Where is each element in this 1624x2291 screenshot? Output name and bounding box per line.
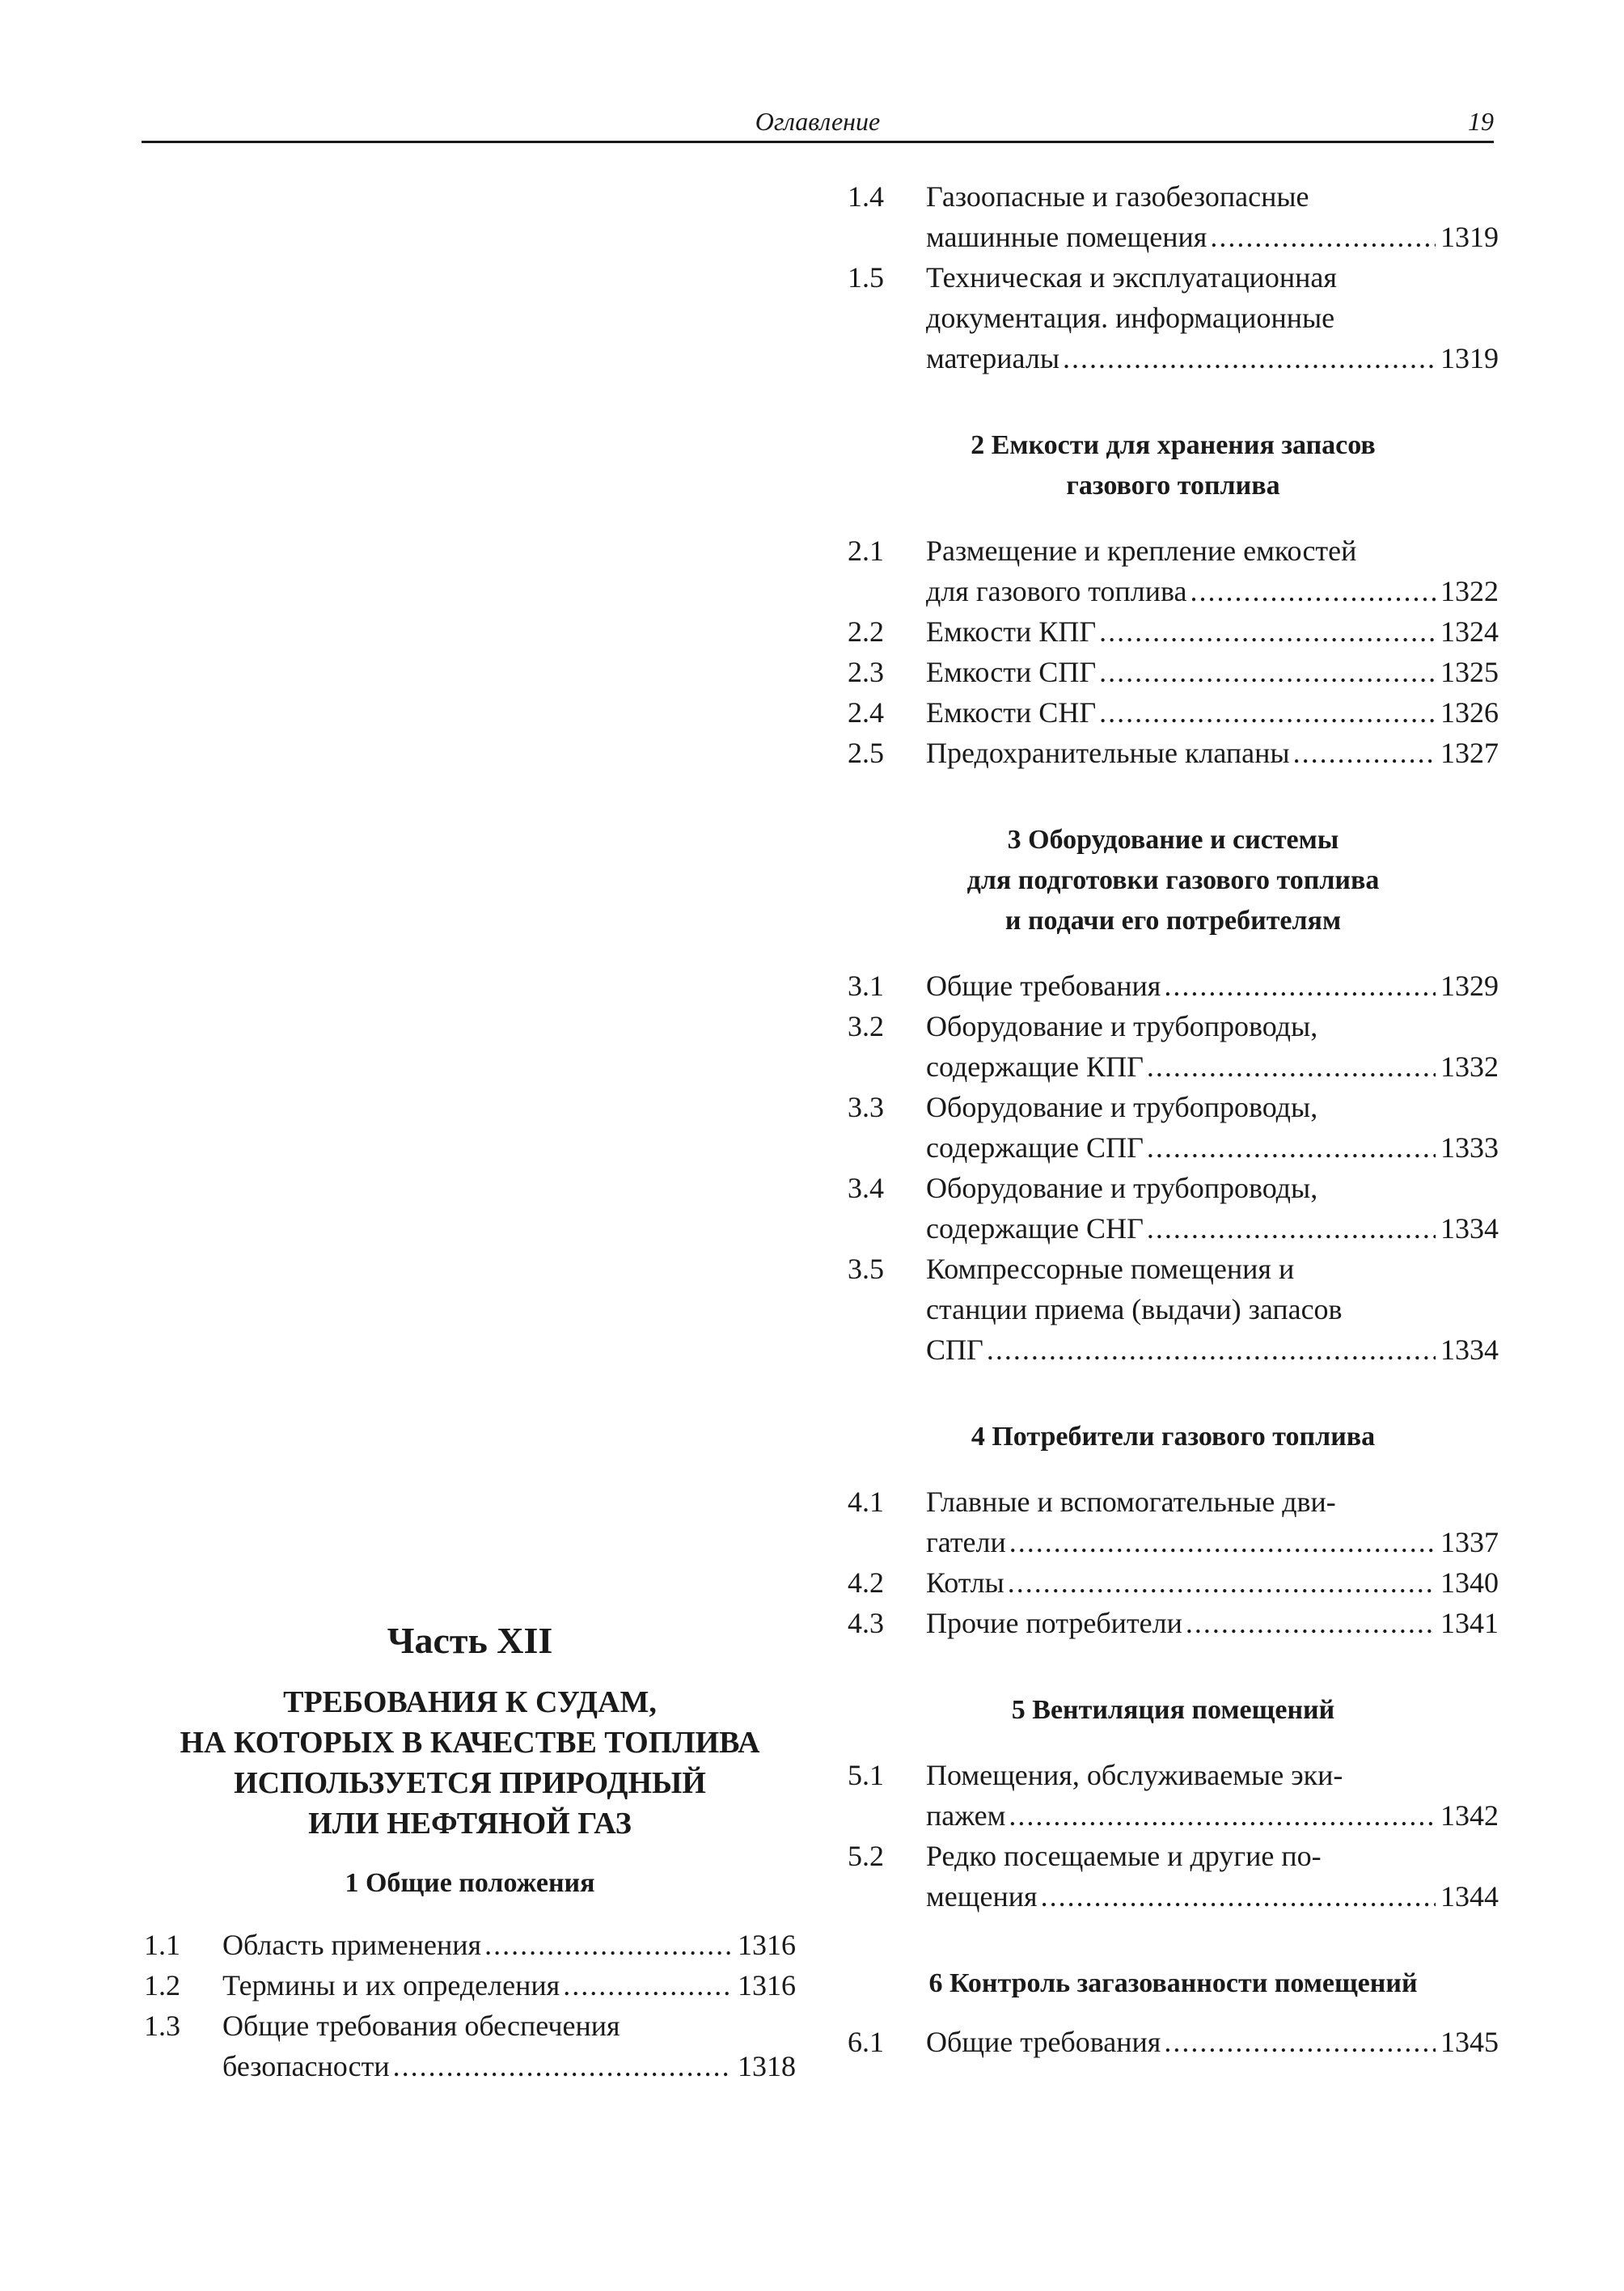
entry-number: 1.4 <box>848 180 884 213</box>
leader-dots <box>1190 571 1436 611</box>
entry-number: 1.1 <box>144 1929 180 1961</box>
entry-number: 1.2 <box>144 1969 180 2001</box>
leader-dots <box>393 2046 733 2086</box>
entry-number: 5.1 <box>848 1759 884 1791</box>
entry-page: 1333 <box>1440 1131 1499 1164</box>
entry-number: 2.5 <box>848 737 884 769</box>
part-subtitle-line: НА КОТОРЫХ В КАЧЕСТВЕ ТОПЛИВА <box>180 1726 760 1760</box>
entry-title: Область применения <box>222 1929 482 1961</box>
page-number: 19 <box>1468 107 1494 136</box>
entry-title: машинные помещения <box>926 221 1207 253</box>
entry-title: документация. информационные <box>926 302 1335 334</box>
entry-title: безопасности <box>222 2050 390 2082</box>
entry-page: 1316 <box>738 1929 796 1961</box>
leader-dots <box>1008 1562 1436 1603</box>
entry-page: 1318 <box>738 2050 796 2082</box>
section-heading-6: 6 Контроль загазованности помещений <box>928 1968 1418 1998</box>
toc-entry-2-3[interactable] <box>848 652 1499 692</box>
toc-entry-5-2[interactable] <box>848 1836 1499 1917</box>
entry-number: 6.1 <box>848 2026 884 2058</box>
entry-title: Техническая и эксплуатационная <box>926 261 1337 294</box>
entry-title: Общие требования обеспечения <box>222 2010 620 2042</box>
section-heading-line: газового топлива <box>1066 471 1280 501</box>
toc-entry-1-1[interactable] <box>144 1925 796 1965</box>
section-heading-2 <box>848 425 1499 506</box>
entry-number: 2.4 <box>848 696 884 729</box>
entry-page: 1324 <box>1440 615 1499 648</box>
leader-dots <box>1099 611 1436 652</box>
header-title: Оглавление <box>755 107 881 136</box>
toc-entry-3-4[interactable] <box>848 1168 1499 1249</box>
entry-title: для газового топлива <box>926 575 1187 607</box>
entry-title: Общие требования <box>926 970 1161 1002</box>
leader-dots <box>484 1925 733 1965</box>
toc-entry-3-1[interactable] <box>848 966 1499 1006</box>
toc-entry-2-1[interactable] <box>848 530 1499 611</box>
leader-dots <box>1009 1522 1436 1562</box>
leader-dots <box>1147 1208 1436 1249</box>
entry-number: 3.4 <box>848 1172 884 1204</box>
entry-page: 1341 <box>1440 1607 1499 1639</box>
leader-dots <box>1147 1127 1436 1168</box>
entry-title: Оборудование и трубопроводы, <box>926 1172 1318 1204</box>
entry-title: Котлы <box>926 1566 1004 1599</box>
toc-entry-1-3[interactable] <box>144 2006 796 2086</box>
part-subtitle-line: ТРЕБОВАНИЯ К СУДАМ, <box>283 1685 657 1719</box>
entry-title: Емкости КПГ <box>926 615 1097 648</box>
entry-title: станции приема (выдачи) запасов <box>926 1293 1343 1325</box>
entry-title: гатели <box>926 1526 1006 1558</box>
leader-dots <box>1041 1876 1436 1917</box>
section-heading-3 <box>848 820 1499 941</box>
toc-entry-6-1[interactable] <box>848 2022 1499 2062</box>
entry-page: 1319 <box>1440 221 1499 253</box>
part-subtitle-line: ИЛИ НЕФТЯНОЙ ГАЗ <box>308 1807 632 1841</box>
entry-number: 1.3 <box>144 2010 180 2042</box>
entry-page: 1326 <box>1440 696 1499 729</box>
toc-entry-2-2[interactable] <box>848 611 1499 652</box>
entry-title: Термины и их определения <box>222 1969 560 2001</box>
entry-title: Общие требования <box>926 2026 1161 2058</box>
entry-page: 1325 <box>1440 656 1499 688</box>
entry-page: 1319 <box>1440 342 1499 374</box>
entry-title: Размещение и крепление емкостей <box>926 535 1357 567</box>
section-heading-5: 5 Вентиляция помещений <box>1011 1695 1335 1725</box>
entry-page: 1345 <box>1440 2026 1499 2058</box>
entry-number: 4.1 <box>848 1486 884 1518</box>
running-header <box>142 104 1494 143</box>
leader-dots <box>1186 1603 1436 1643</box>
entry-page: 1322 <box>1440 575 1499 607</box>
leader-dots <box>563 1965 733 2006</box>
toc-entry-3-3[interactable] <box>848 1087 1499 1168</box>
entry-title: мещения <box>926 1880 1038 1913</box>
entry-page: 1316 <box>738 1969 796 2001</box>
leader-dots <box>1099 692 1436 733</box>
entry-number: 2.3 <box>848 656 884 688</box>
entry-number: 1.5 <box>848 261 884 294</box>
toc-entry-2-4[interactable] <box>848 692 1499 733</box>
entry-number: 4.3 <box>848 1607 884 1639</box>
entry-number: 3.1 <box>848 970 884 1002</box>
entry-page: 1332 <box>1440 1050 1499 1083</box>
entry-page: 1334 <box>1440 1334 1499 1366</box>
entry-title: Газоопасные и газобезопасные <box>926 180 1309 213</box>
toc-entry-1-2[interactable] <box>144 1965 796 2006</box>
toc-entry-4-1[interactable] <box>848 1482 1499 1562</box>
entry-number: 3.2 <box>848 1010 884 1042</box>
leader-dots <box>1164 966 1436 1006</box>
section-heading-4: 4 Потребители газового топлива <box>971 1422 1376 1452</box>
entry-title: Прочие потребители <box>926 1607 1182 1639</box>
part-subtitle-line: ИСПОЛЬЗУЕТСЯ ПРИРОДНЫЙ <box>234 1766 706 1800</box>
entry-number: 2.2 <box>848 615 884 648</box>
right-column <box>848 176 1499 2062</box>
leader-dots <box>1063 338 1436 378</box>
leader-dots <box>1147 1046 1436 1087</box>
entry-title: Редко посещаемые и другие по- <box>926 1840 1322 1872</box>
toc-entry-1-5[interactable] <box>848 257 1499 378</box>
toc-entry-3-5[interactable] <box>848 1249 1499 1370</box>
part-title: Часть XII <box>387 1620 553 1661</box>
entry-title: Оборудование и трубопроводы, <box>926 1091 1318 1123</box>
left-column <box>144 1617 796 2086</box>
section-heading-line: и подачи его потребителям <box>1004 906 1342 936</box>
part-subtitle <box>144 1682 796 1844</box>
leader-dots <box>1164 2022 1436 2062</box>
entry-number: 4.2 <box>848 1566 884 1599</box>
entry-page: 1340 <box>1440 1566 1499 1599</box>
entry-title: содержащие СНГ <box>926 1212 1144 1245</box>
entry-number: 3.5 <box>848 1253 884 1285</box>
toc-entry-4-2[interactable] <box>848 1562 1499 1603</box>
leader-dots <box>1009 1795 1436 1836</box>
entry-number: 5.2 <box>848 1840 884 1872</box>
section-heading-line: 3 Оборудование и системы <box>1007 825 1339 855</box>
entry-title: Главные и вспомогательные дви- <box>926 1486 1336 1518</box>
entry-title: содержащие СПГ <box>926 1131 1144 1164</box>
entry-title: содержащие КПГ <box>926 1050 1144 1083</box>
entry-title: СПГ <box>926 1334 983 1366</box>
leader-dots <box>1210 217 1436 257</box>
entry-title: материалы <box>926 342 1060 374</box>
section-heading-line: для подготовки газового топлива <box>966 865 1380 895</box>
entry-title: Емкости СНГ <box>926 696 1097 729</box>
entry-title: Емкости СПГ <box>926 656 1097 688</box>
entry-page: 1337 <box>1440 1526 1499 1558</box>
toc-entry-1-4[interactable] <box>848 176 1499 257</box>
entry-title: Предохранительные клапаны <box>926 737 1290 769</box>
entry-page: 1327 <box>1440 737 1499 769</box>
entry-page: 1344 <box>1440 1880 1499 1913</box>
toc-entry-5-1[interactable] <box>848 1755 1499 1836</box>
entry-number: 2.1 <box>848 535 884 567</box>
entry-number: 3.3 <box>848 1091 884 1123</box>
entry-page: 1342 <box>1440 1799 1499 1832</box>
toc-entry-2-5[interactable] <box>848 733 1499 773</box>
leader-dots <box>987 1329 1436 1370</box>
entry-title: Помещения, обслуживаемые эки- <box>926 1759 1343 1791</box>
entry-title: Компрессорные помещения и <box>926 1253 1295 1285</box>
leader-dots <box>1099 652 1436 692</box>
toc-entry-3-2[interactable] <box>848 1006 1499 1087</box>
toc-entry-4-3[interactable] <box>848 1603 1499 1643</box>
entry-page: 1329 <box>1440 970 1499 1002</box>
entry-title: Оборудование и трубопроводы, <box>926 1010 1318 1042</box>
section-heading-1: 1 Общие положения <box>345 1868 595 1898</box>
leader-dots <box>1293 733 1436 773</box>
section-heading-line: 2 Емкости для хранения запасов <box>971 430 1376 460</box>
entry-page: 1334 <box>1440 1212 1499 1245</box>
entry-title: пажем <box>926 1799 1006 1832</box>
